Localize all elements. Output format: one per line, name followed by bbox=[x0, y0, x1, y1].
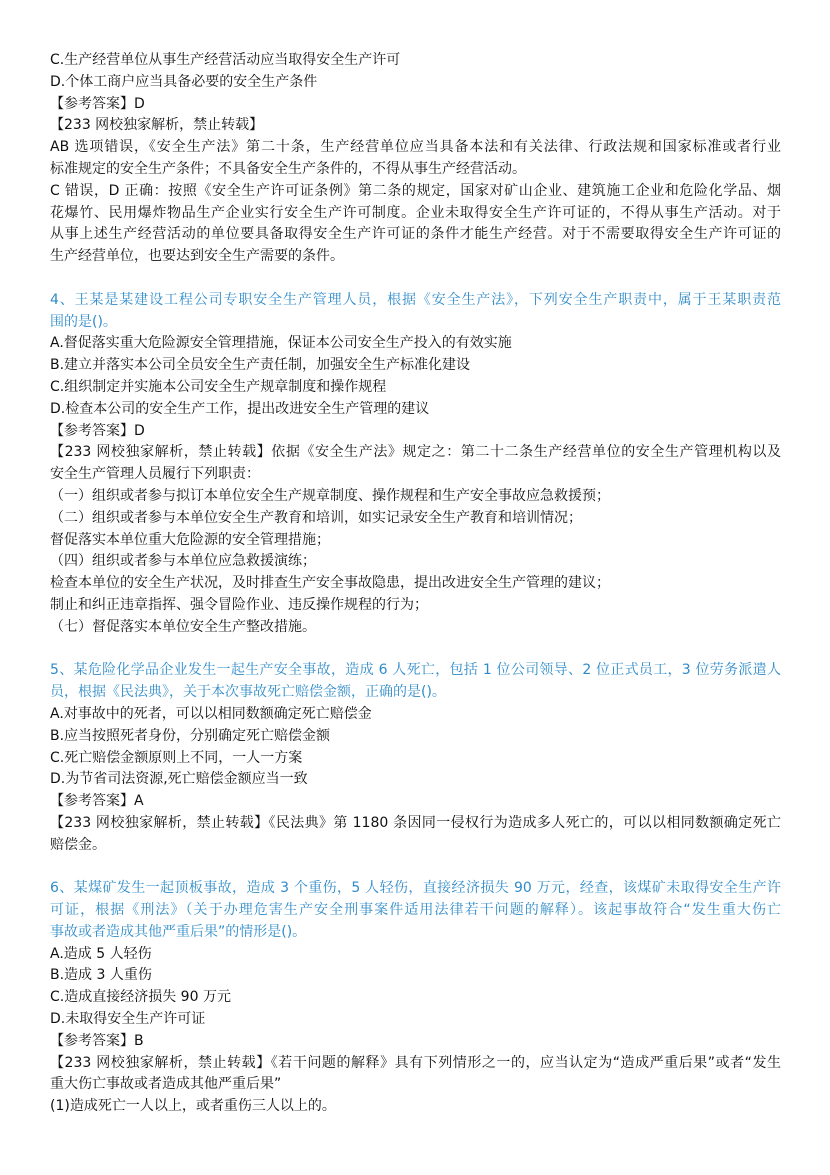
text-line: B.造成 3 人重伤 bbox=[50, 967, 152, 984]
question-stem bbox=[50, 660, 781, 704]
text-line: （二）组织或者参与本单位安全生产教育和培训，如实记录安全生产教育和培训情况； bbox=[50, 509, 582, 526]
paragraph bbox=[50, 181, 781, 268]
blank-line bbox=[50, 856, 781, 878]
text-line: 从事上述生产经营活动的单位要具备取得安全生产许可证的条件才能生产经营。对于不需要取得安全生产许可证的 bbox=[50, 226, 781, 243]
text-line: 【233 网校独家解析，禁止转载】 bbox=[50, 117, 264, 134]
text-line: 【233 网校独家解析，禁止转载】《若干问题的解释》具有下列情形之一的，应当认定为“造成严重后果”或者“发生 bbox=[50, 1054, 781, 1071]
paragraph bbox=[50, 813, 781, 857]
paragraph bbox=[50, 987, 781, 1009]
paragraph bbox=[50, 115, 781, 137]
text-line: A.对事故中的死者，可以以相同数额确定死亡赔偿金 bbox=[50, 705, 372, 722]
question-stem bbox=[50, 878, 781, 943]
text-line: 6、某煤矿发生一起顶板事故，造成 3 个重伤，5 人轻伤，直接经济损失 90 万元，经查，该煤矿未取得安全生产许 bbox=[50, 880, 781, 897]
paragraph bbox=[50, 573, 781, 595]
paragraph bbox=[50, 704, 781, 726]
text-line: 安全生产管理人员履行下列职责： bbox=[50, 466, 260, 483]
text-line: 【参考答案】D bbox=[50, 95, 145, 112]
text-line: 督促落实本单位重大危险源的安全管理措施； bbox=[50, 531, 330, 548]
text-line: C.死亡赔偿金额原则上不同，一人一方案 bbox=[50, 749, 303, 766]
text-line: 【233 网校独家解析，禁止转载】《民法典》第 1180 条因同一侵权行为造成多人死亡的，可以以相同数额确定死亡 bbox=[50, 814, 781, 831]
text-line: D.未取得安全生产许可证 bbox=[50, 1011, 206, 1028]
text-line: 员，根据《民法典》，关于本次事故死亡赔偿金额，正确的是()。 bbox=[50, 684, 446, 701]
text-line: A.造成 5 人轻伤 bbox=[50, 945, 152, 962]
paragraph bbox=[50, 551, 781, 573]
paragraph bbox=[50, 726, 781, 748]
text-line: 生产经营单位，也要达到安全生产需要的条件。 bbox=[50, 248, 344, 265]
paragraph bbox=[50, 1031, 781, 1053]
text-line: (1)造成死亡一人以上，或者重伤三人以上的。 bbox=[50, 1098, 336, 1115]
text-line: C.组织制定并实施本公司安全生产规章制度和操作规程 bbox=[50, 378, 387, 395]
blank-line bbox=[50, 639, 781, 661]
text-line: （七）督促落实本单位安全生产整改措施。 bbox=[50, 618, 316, 635]
question-stem bbox=[50, 290, 781, 334]
paragraph bbox=[50, 617, 781, 639]
text-line: 【233 网校独家解析，禁止转载】依据《安全生产法》规定之：第二十二条生产经营单位的安全生产管理机构以及 bbox=[50, 444, 781, 461]
text-line: 标准规定的安全生产条件；不具备安全生产条件的，不得从事生产经营活动。 bbox=[50, 160, 526, 177]
paragraph bbox=[50, 486, 781, 508]
paragraph bbox=[50, 72, 781, 94]
text-line: C.造成直接经济损失 90 万元 bbox=[50, 989, 231, 1006]
text-line: D.为节省司法资源,死亡赔偿金额应当一致 bbox=[50, 771, 308, 788]
paragraph bbox=[50, 530, 781, 552]
text-line: D.检查本公司的安全生产工作，提出改进安全生产管理的建议 bbox=[50, 400, 430, 417]
text-line: （一）组织或者参与拟订本单位安全生产规章制度、操作规程和生产安全事故应急救援预； bbox=[50, 487, 610, 504]
paragraph bbox=[50, 442, 781, 486]
text-line: 4、王某是某建设工程公司专职安全生产管理人员，根据《安全生产法》，下列安全生产职责中，属于王某职责范 bbox=[50, 291, 781, 308]
paragraph bbox=[50, 333, 781, 355]
text-line: 【参考答案】A bbox=[50, 793, 144, 810]
text-line: 事故或者造成其他严重后果”的情形是()。 bbox=[50, 923, 307, 940]
text-line: A.督促落实重大危险源安全管理措施，保证本公司安全生产投入的有效实施 bbox=[50, 335, 512, 352]
text-line: 赔偿金。 bbox=[50, 836, 106, 853]
text-line: AB 选项错误，《安全生产法》第二十条，生产经营单位应当具备本法和有关法律、行政法规和国家标准或者行业 bbox=[50, 139, 781, 156]
text-line: 5、某危险化学品企业发生一起生产安全事故，造成 6 人死亡，包括 1 位公司领导、2 位正式员工，3 位劳务派遣人 bbox=[50, 662, 781, 679]
paragraph bbox=[50, 1096, 781, 1118]
text-line: （四）组织或者参与本单位应急救援演练； bbox=[50, 553, 316, 570]
paragraph bbox=[50, 50, 781, 72]
text-line: 【参考答案】B bbox=[50, 1032, 144, 1049]
paragraph bbox=[50, 748, 781, 770]
text-line: 围的是()。 bbox=[50, 313, 117, 330]
text-line: B.应当按照死者身份，分别确定死亡赔偿金额 bbox=[50, 727, 331, 744]
paragraph bbox=[50, 944, 781, 966]
paragraph bbox=[50, 508, 781, 530]
text-line: 重大伤亡事故或者造成其他严重后果” bbox=[50, 1076, 282, 1093]
paragraph bbox=[50, 137, 781, 181]
paragraph bbox=[50, 1053, 781, 1097]
text-line: D.个体工商户应当具备必要的安全生产条件 bbox=[50, 73, 318, 90]
paragraph bbox=[50, 399, 781, 421]
paragraph bbox=[50, 94, 781, 116]
paragraph bbox=[50, 965, 781, 987]
text-line: 【参考答案】D bbox=[50, 422, 145, 439]
text-line: C.生产经营单位从事生产经营活动应当取得安全生产许可 bbox=[50, 52, 401, 68]
paragraph bbox=[50, 1009, 781, 1031]
text-line: 制止和纠正违章指挥、强令冒险作业、违反操作规程的行为； bbox=[50, 596, 428, 613]
text-line: 检查本单位的安全生产状况，及时排查生产安全事故隐患，提出改进安全生产管理的建议； bbox=[50, 575, 610, 592]
paragraph bbox=[50, 769, 781, 791]
paragraph bbox=[50, 377, 781, 399]
text-line: 花爆竹、民用爆炸物品生产企业实行安全生产许可制度。企业未取得安全生产许可证的，不得从事生产活动。对于 bbox=[50, 204, 781, 221]
paragraph bbox=[50, 421, 781, 443]
text-line: 可证，根据《刑法》（关于办理危害生产安全刑事案件适用法律若干问题的解释）。该起事故符合“发生重大伤亡 bbox=[50, 902, 781, 919]
text-line: C 错误，D 正确：按照《安全生产许可证条例》第二条的规定，国家对矿山企业、建筑施工企业和危险化学品、烟 bbox=[50, 182, 781, 199]
paragraph bbox=[50, 791, 781, 813]
text-line: B.建立并落实本公司全员安全生产责任制，加强安全生产标准化建设 bbox=[50, 357, 471, 374]
blank-line bbox=[50, 268, 781, 290]
paragraph bbox=[50, 595, 781, 617]
document-page bbox=[50, 50, 781, 1118]
paragraph bbox=[50, 355, 781, 377]
